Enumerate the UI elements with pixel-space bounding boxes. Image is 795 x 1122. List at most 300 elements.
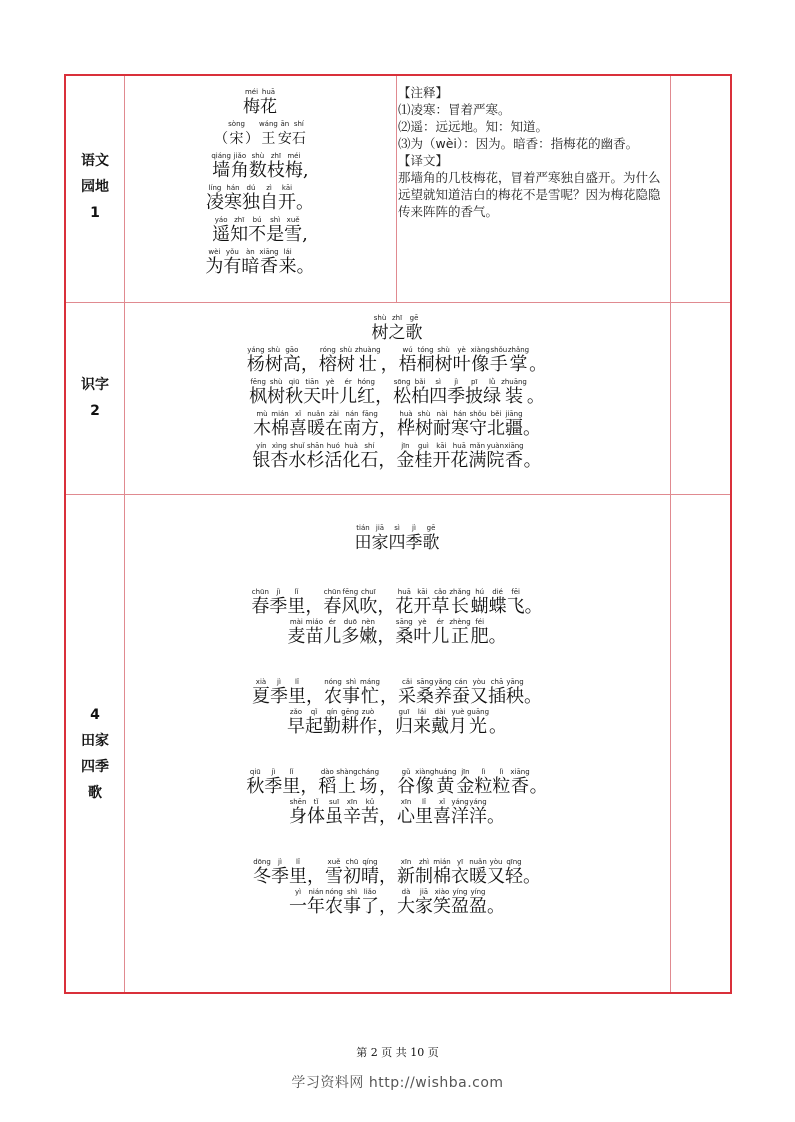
pinyin <box>525 588 543 596</box>
hanzi: ， <box>300 354 319 375</box>
author-line <box>124 120 396 150</box>
pinyin: xīn <box>400 858 412 866</box>
character-with-pinyin <box>413 618 431 648</box>
hanzi: 枝 <box>266 160 285 181</box>
hanzi: 月 <box>448 716 467 737</box>
hanzi: 正 <box>451 626 469 647</box>
hanzi: 榕 <box>318 354 337 375</box>
pinyin: nán <box>345 410 359 418</box>
hanzi: 知 <box>230 224 249 245</box>
character-with-pinyin <box>413 708 431 738</box>
pinyin: gē <box>409 314 419 322</box>
pinyin <box>381 346 399 354</box>
pinyin <box>380 678 398 686</box>
pinyin: jiāng <box>505 410 523 418</box>
character-with-pinyin <box>379 888 397 918</box>
character-with-pinyin <box>395 618 413 648</box>
hanzi: 香 <box>259 256 278 277</box>
stanza <box>124 858 670 918</box>
hanzi: 蝴 <box>470 596 489 617</box>
pinyin: gēng <box>341 708 359 716</box>
pinyin: ān <box>280 120 290 128</box>
poem-line <box>124 216 396 246</box>
character-with-pinyin <box>355 346 381 376</box>
character-with-pinyin <box>341 618 359 648</box>
character-with-pinyin <box>271 410 289 440</box>
poem-line <box>124 410 670 440</box>
poem-notes <box>398 84 668 220</box>
hanzi: 叶 <box>452 354 471 375</box>
pinyin: mù <box>256 410 268 418</box>
pinyin: pī <box>470 378 478 386</box>
pinyin <box>529 346 547 354</box>
poem-line <box>124 618 670 648</box>
row-label-text: 4 <box>90 707 100 723</box>
hanzi: 一 <box>289 896 307 917</box>
hanzi: 角 <box>230 160 249 181</box>
hanzi: 来 <box>278 256 297 277</box>
pinyin: hú <box>475 588 485 596</box>
hanzi: 黄 <box>436 776 455 797</box>
pinyin: sòng <box>228 120 245 128</box>
hanzi: 石 <box>291 131 306 147</box>
hanzi: 梅 <box>284 160 303 181</box>
character-with-pinyin <box>242 184 260 214</box>
hanzi: 多 <box>341 626 360 647</box>
character-with-pinyin <box>361 888 379 918</box>
character-with-pinyin <box>434 768 456 798</box>
hanzi: 歌 <box>405 323 423 343</box>
hanzi: 秋 <box>285 386 304 407</box>
hanzi: 守 <box>469 418 487 439</box>
character-with-pinyin <box>287 708 305 738</box>
hanzi: 年 <box>307 896 325 917</box>
pinyin: xiāng <box>510 768 530 776</box>
character-with-pinyin <box>324 678 342 708</box>
hanzi: 木 <box>253 418 271 439</box>
character-with-pinyin <box>432 442 450 472</box>
character-with-pinyin <box>508 346 529 376</box>
character-with-pinyin <box>285 152 303 182</box>
character-with-pinyin <box>393 378 411 408</box>
pinyin: yíng <box>470 888 486 896</box>
poem-lines <box>124 152 396 278</box>
pinyin: shǒu <box>490 346 508 354</box>
pinyin: wáng <box>258 120 278 128</box>
character-with-pinyin <box>325 858 343 888</box>
character-with-pinyin <box>505 858 523 888</box>
hanzi: 光 <box>469 716 487 737</box>
pinyin: fēng <box>342 588 359 596</box>
pinyin: mián <box>433 858 451 866</box>
character-with-pinyin <box>224 184 242 214</box>
hanzi: 季 <box>447 386 466 407</box>
hanzi: 洋 <box>469 806 487 827</box>
character-with-pinyin <box>486 442 504 472</box>
character-with-pinyin <box>487 798 505 828</box>
pinyin: fēng <box>250 378 266 386</box>
character-with-pinyin <box>529 346 547 376</box>
pinyin: fēi <box>511 588 520 596</box>
poem-stanzas <box>124 588 670 918</box>
character-with-pinyin <box>433 798 451 828</box>
hanzi: 花 <box>260 97 277 117</box>
pinyin: dōng <box>253 858 271 866</box>
hanzi: ， <box>305 596 324 617</box>
character-with-pinyin <box>395 708 413 738</box>
pinyin: lái <box>417 708 427 716</box>
pinyin: yǎng <box>434 678 452 686</box>
hanzi: 歌 <box>422 533 440 553</box>
character-with-pinyin <box>307 410 325 440</box>
pinyin: miáo <box>305 618 324 626</box>
hanzi: 桑 <box>395 626 414 647</box>
character-with-pinyin <box>265 346 283 376</box>
hanzi: 体 <box>307 806 325 827</box>
character-with-pinyin <box>249 152 267 182</box>
character-with-pinyin <box>267 378 285 408</box>
hanzi: 事 <box>342 686 360 707</box>
poem-title-line <box>124 524 670 554</box>
character-with-pinyin <box>379 798 397 828</box>
pinyin: yè <box>457 346 466 354</box>
character-with-pinyin <box>307 858 325 888</box>
character-with-pinyin <box>489 708 507 738</box>
hanzi: 农 <box>324 686 342 707</box>
note-line: ⑴凌寒：冒着严寒。 <box>398 102 511 117</box>
pinyin <box>379 798 397 806</box>
pinyin: jiā <box>419 888 429 896</box>
hanzi: 心 <box>397 806 415 827</box>
pinyin: xiào <box>434 888 450 896</box>
hanzi: 。 <box>526 386 545 407</box>
note-line: ⑵遥：远远地。知：知道。 <box>398 119 549 134</box>
character-with-pinyin <box>289 858 307 888</box>
hanzi: 季 <box>271 866 289 887</box>
hanzi: 作 <box>358 716 377 737</box>
hanzi: 耕 <box>340 716 359 737</box>
row-divider <box>66 494 730 495</box>
character-with-pinyin <box>470 678 488 708</box>
hanzi: 盈 <box>469 896 487 917</box>
hanzi: 里 <box>289 866 307 887</box>
hanzi: 桑 <box>416 686 434 707</box>
pinyin: lǐ <box>422 798 426 806</box>
hanzi: 初 <box>343 866 361 887</box>
pinyin: xiàng <box>415 768 435 776</box>
pinyin: nián <box>308 888 324 896</box>
pinyin: jì <box>412 524 416 532</box>
pinyin: mǎn <box>469 442 486 450</box>
pinyin: qíng <box>362 858 378 866</box>
character-with-pinyin <box>253 410 271 440</box>
pinyin: hán <box>226 184 240 192</box>
pinyin: yáo <box>214 216 228 224</box>
pinyin: méi <box>287 152 301 160</box>
character-with-pinyin <box>492 768 510 798</box>
pinyin: shù <box>417 410 431 418</box>
character-with-pinyin <box>318 768 336 798</box>
character-with-pinyin <box>323 588 341 618</box>
hanzi: 粒 <box>492 776 511 797</box>
character-with-pinyin <box>212 216 230 246</box>
character-with-pinyin <box>399 346 417 376</box>
character-with-pinyin <box>285 378 303 408</box>
character-with-pinyin <box>270 442 288 472</box>
character-with-pinyin <box>431 708 449 738</box>
pinyin: kāi <box>436 442 447 450</box>
pinyin: wèi <box>208 248 221 256</box>
hanzi: 吹 <box>359 596 378 617</box>
pinyin: guāng <box>466 708 490 716</box>
character-with-pinyin <box>289 410 307 440</box>
hanzi: ， <box>376 716 395 737</box>
character-with-pinyin <box>398 678 416 708</box>
character-with-pinyin <box>341 588 359 618</box>
hanzi: 苦 <box>361 806 379 827</box>
row-label-2 <box>66 372 124 424</box>
pinyin: huā <box>261 88 276 96</box>
hanzi: 疆 <box>505 418 523 439</box>
hanzi: 四 <box>429 386 448 407</box>
hanzi: 秋 <box>246 776 265 797</box>
character-with-pinyin <box>267 152 285 182</box>
character-with-pinyin <box>300 768 318 798</box>
hanzi: 身 <box>289 806 307 827</box>
hanzi: 粒 <box>474 776 493 797</box>
character-with-pinyin <box>447 378 465 408</box>
pinyin: wú <box>402 346 413 354</box>
character-with-pinyin <box>453 346 471 376</box>
character-with-pinyin <box>343 410 361 440</box>
character-with-pinyin <box>287 588 305 618</box>
pinyin <box>489 618 507 626</box>
character-with-pinyin <box>246 768 264 798</box>
poem-title-line <box>124 314 670 344</box>
character-with-pinyin <box>360 442 378 472</box>
character-with-pinyin <box>359 618 377 648</box>
pinyin: tiān <box>305 378 319 386</box>
hanzi: 场 <box>359 776 378 797</box>
pinyin: mián <box>271 410 289 418</box>
character-with-pinyin <box>245 120 259 150</box>
pinyin: zhèng <box>449 618 471 626</box>
pinyin: lǐ <box>289 768 294 776</box>
pinyin: shí <box>364 442 375 450</box>
character-with-pinyin <box>301 346 319 376</box>
character-with-pinyin <box>270 678 288 708</box>
hanzi: 开 <box>413 596 432 617</box>
pinyin: zǎo <box>289 708 303 716</box>
character-with-pinyin <box>451 888 469 918</box>
pinyin: dào <box>320 768 334 776</box>
hanzi: ， <box>379 896 397 917</box>
character-with-pinyin <box>415 858 433 888</box>
character-with-pinyin <box>504 442 523 472</box>
poem-line <box>124 346 670 376</box>
pinyin <box>523 410 541 418</box>
pinyin: sāng <box>395 618 413 626</box>
hanzi: 勤 <box>322 716 341 737</box>
hanzi: 像 <box>415 776 434 797</box>
row-label-text: 歌 <box>88 785 102 801</box>
character-with-pinyin <box>252 442 270 472</box>
pinyin: xīn <box>400 798 412 806</box>
character-with-pinyin <box>214 120 228 150</box>
hanzi: 插 <box>488 686 506 707</box>
poem-line <box>124 798 670 828</box>
character-with-pinyin <box>471 588 489 618</box>
poem-line <box>124 152 396 182</box>
character-with-pinyin <box>305 588 323 618</box>
character-with-pinyin <box>507 588 525 618</box>
character-with-pinyin <box>489 588 507 618</box>
hanzi: 活 <box>324 450 343 471</box>
character-with-pinyin <box>397 858 415 888</box>
hanzi: 花 <box>395 596 414 617</box>
hanzi: 农 <box>325 896 343 917</box>
hanzi: 肥 <box>470 626 489 647</box>
hanzi: 虽 <box>325 806 343 827</box>
row-label-text: 识字 <box>81 377 109 393</box>
hanzi: 轻 <box>505 866 523 887</box>
character-with-pinyin <box>396 442 414 472</box>
row-label-text: 语文 <box>81 153 109 169</box>
pinyin <box>245 120 259 128</box>
pinyin: yíng <box>452 888 468 896</box>
character-with-pinyin <box>248 216 266 246</box>
pinyin <box>524 678 542 686</box>
pinyin: huó <box>326 442 340 450</box>
pinyin: huā <box>397 588 411 596</box>
hanzi: 上 <box>337 776 356 797</box>
hanzi: 洋 <box>451 806 469 827</box>
character-with-pinyin <box>288 678 306 708</box>
character-with-pinyin <box>452 678 470 708</box>
hanzi: 银 <box>252 450 271 471</box>
hanzi: ， <box>380 354 399 375</box>
hanzi: 枫 <box>249 386 268 407</box>
hanzi: 杉 <box>306 450 325 471</box>
hanzi: 有 <box>223 256 242 277</box>
character-with-pinyin <box>279 248 297 278</box>
hanzi: 金 <box>456 776 475 797</box>
pinyin: shì <box>346 888 358 896</box>
pinyin: xǐ <box>294 410 302 418</box>
hanzi: 又 <box>470 686 488 707</box>
character-with-pinyin <box>377 588 395 618</box>
character-with-pinyin <box>467 708 489 738</box>
pinyin: xiāng <box>504 442 524 450</box>
hanzi: 香 <box>504 450 523 471</box>
hanzi: 了 <box>361 896 379 917</box>
character-with-pinyin <box>397 768 415 798</box>
hanzi: 手 <box>489 354 508 375</box>
pinyin: zhǎng <box>507 346 530 354</box>
hanzi: （ <box>214 131 229 147</box>
hanzi: 雪 <box>325 866 343 887</box>
pinyin: jì <box>278 858 282 866</box>
pinyin: qiáng <box>211 152 231 160</box>
hanzi: 。 <box>296 192 314 213</box>
character-with-pinyin <box>292 120 306 150</box>
character-with-pinyin <box>303 378 321 408</box>
pinyin: féi <box>475 618 485 626</box>
hanzi: ） <box>244 131 259 147</box>
character-with-pinyin <box>397 410 415 440</box>
pinyin: jì <box>276 588 281 596</box>
hanzi: 冬 <box>253 866 271 887</box>
character-with-pinyin <box>302 216 308 246</box>
hanzi: ， <box>300 776 319 797</box>
character-with-pinyin <box>524 678 542 708</box>
pinyin: gǔ <box>401 768 411 776</box>
hanzi: 春 <box>323 596 342 617</box>
character-with-pinyin <box>375 378 393 408</box>
character-with-pinyin <box>360 678 380 708</box>
pinyin: huā <box>452 442 466 450</box>
pinyin: tián <box>356 524 370 532</box>
hanzi: 开 <box>278 192 296 213</box>
hanzi: 。 <box>523 866 541 887</box>
hanzi: 不 <box>248 224 267 245</box>
character-with-pinyin <box>414 442 432 472</box>
hanzi: 喜 <box>289 418 307 439</box>
pinyin: tǐ <box>313 798 319 806</box>
pinyin: sì <box>435 378 441 386</box>
pinyin: yè <box>325 378 335 386</box>
character-with-pinyin <box>259 248 278 278</box>
character-with-pinyin <box>468 442 486 472</box>
character-with-pinyin <box>359 708 377 738</box>
pinyin: huà <box>399 410 413 418</box>
hanzi: 梧 <box>398 354 417 375</box>
row-label-3 <box>66 702 124 806</box>
character-with-pinyin <box>525 588 543 618</box>
character-with-pinyin <box>389 524 406 554</box>
row-divider <box>66 302 730 303</box>
pinyin: yòu <box>472 678 486 686</box>
hanzi: ， <box>377 626 396 647</box>
character-with-pinyin <box>372 314 389 344</box>
character-with-pinyin <box>417 346 435 376</box>
note-line: 【注释】 <box>398 85 449 100</box>
hanzi: , <box>302 160 309 181</box>
hanzi: 笑 <box>433 896 451 917</box>
character-with-pinyin <box>474 768 492 798</box>
character-with-pinyin <box>264 768 282 798</box>
character-with-pinyin <box>389 314 406 344</box>
pinyin: duō <box>343 618 357 626</box>
hanzi: 寒 <box>451 418 469 439</box>
pinyin: nuǎn <box>469 858 487 866</box>
character-with-pinyin <box>411 378 429 408</box>
hanzi: 南 <box>343 418 361 439</box>
hanzi: 谷 <box>397 776 416 797</box>
hanzi: 家 <box>415 896 433 917</box>
character-with-pinyin <box>487 858 505 888</box>
poem-lines <box>124 346 670 472</box>
hanzi: 独 <box>242 192 260 213</box>
hanzi: 院 <box>486 450 505 471</box>
pinyin: suī <box>328 798 340 806</box>
poem-line <box>124 248 396 278</box>
pinyin <box>377 588 395 596</box>
pinyin <box>379 888 397 896</box>
character-with-pinyin <box>527 378 545 408</box>
hanzi: ， <box>378 450 397 471</box>
pinyin: kǔ <box>365 798 375 806</box>
